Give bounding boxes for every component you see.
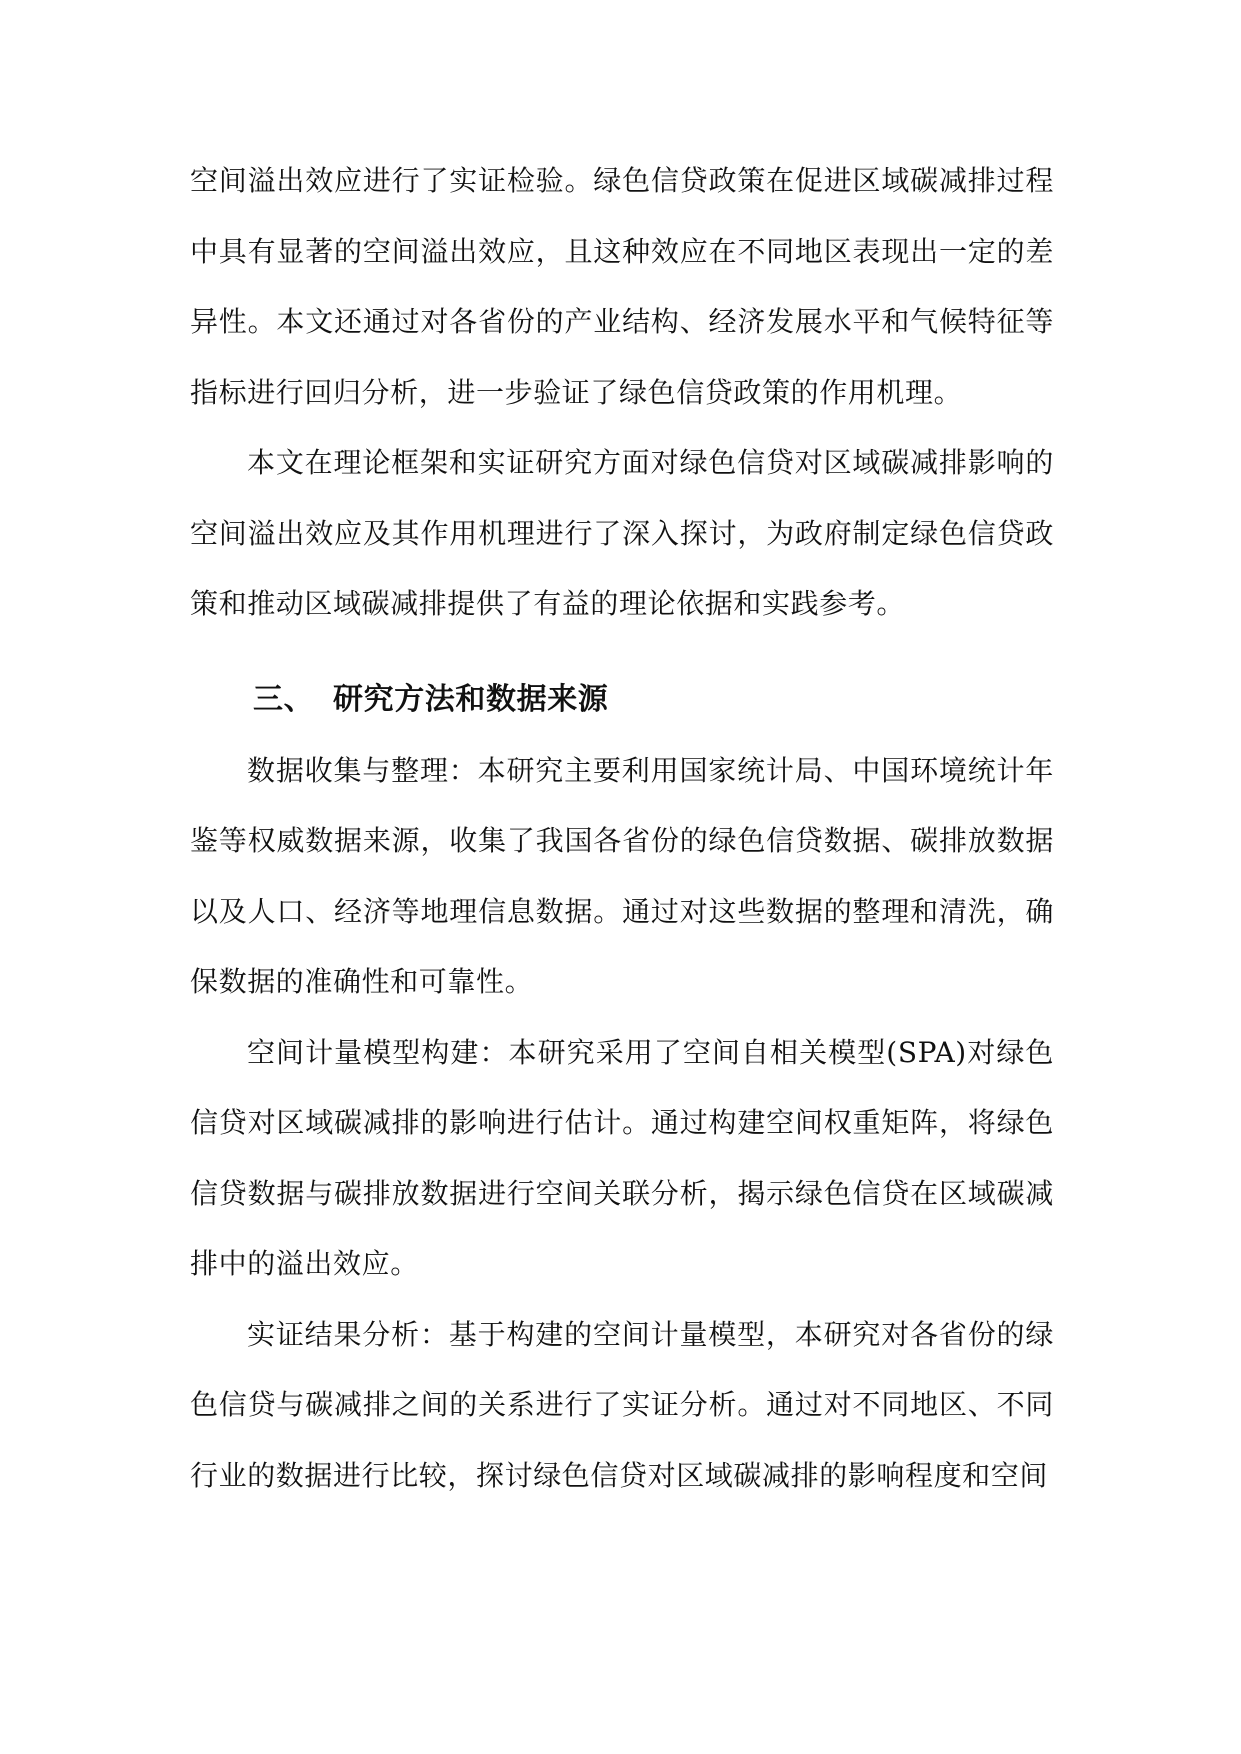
section-title: 研究方法和数据来源 [333,681,609,717]
paragraph-spatial-model: 空间计量模型构建：本研究采用了空间自相关模型(SPA)对绿色信贷对区域碳减排的影响进行估计。通过构建空间权重矩阵，将绿色信贷数据与碳排放数据进行空间关联分析，揭示绿色信贷在区域碳减排中的溢出效应。 [190,1035,1054,1280]
document-body [190,146,1054,1511]
paragraph-data-collection: 数据收集与整理：本研究主要利用国家统计局、中国环境统计年鉴等权威数据来源，收集了我国各省份的绿色信贷数据、碳排放数据以及人口、经济等地理信息数据。通过对这些数据的整理和清洗，确保数据的准确性和可靠性。 [190,753,1054,998]
paragraph-empirical-analysis: 实证结果分析：基于构建的空间计量模型，本研究对各省份的绿色信贷与碳减排之间的关系进行了实证分析。通过对不同地区、不同行业的数据进行比较，探讨绿色信贷对区域碳减排的影响程度和空间 [190,1317,1054,1492]
section-number: 三、 [253,681,315,717]
section-heading [190,668,1054,732]
paragraph-continuation: 空间溢出效应进行了实证检验。绿色信贷政策在促进区域碳减排过程中具有显著的空间溢出效应，且这种效应在不同地区表现出一定的差异性。本文还通过对各省份的产业结构、经济发展水平和气候特征等指标进行回归分析，进一步验证了绿色信贷政策的作用机理。 [190,164,1054,409]
paragraph-summary: 本文在理论框架和实证研究方面对绿色信贷对区域碳减排影响的空间溢出效应及其作用机理进行了深入探讨，为政府制定绿色信贷政策和推动区域碳减排提供了有益的理论依据和实践参考。 [190,446,1054,620]
